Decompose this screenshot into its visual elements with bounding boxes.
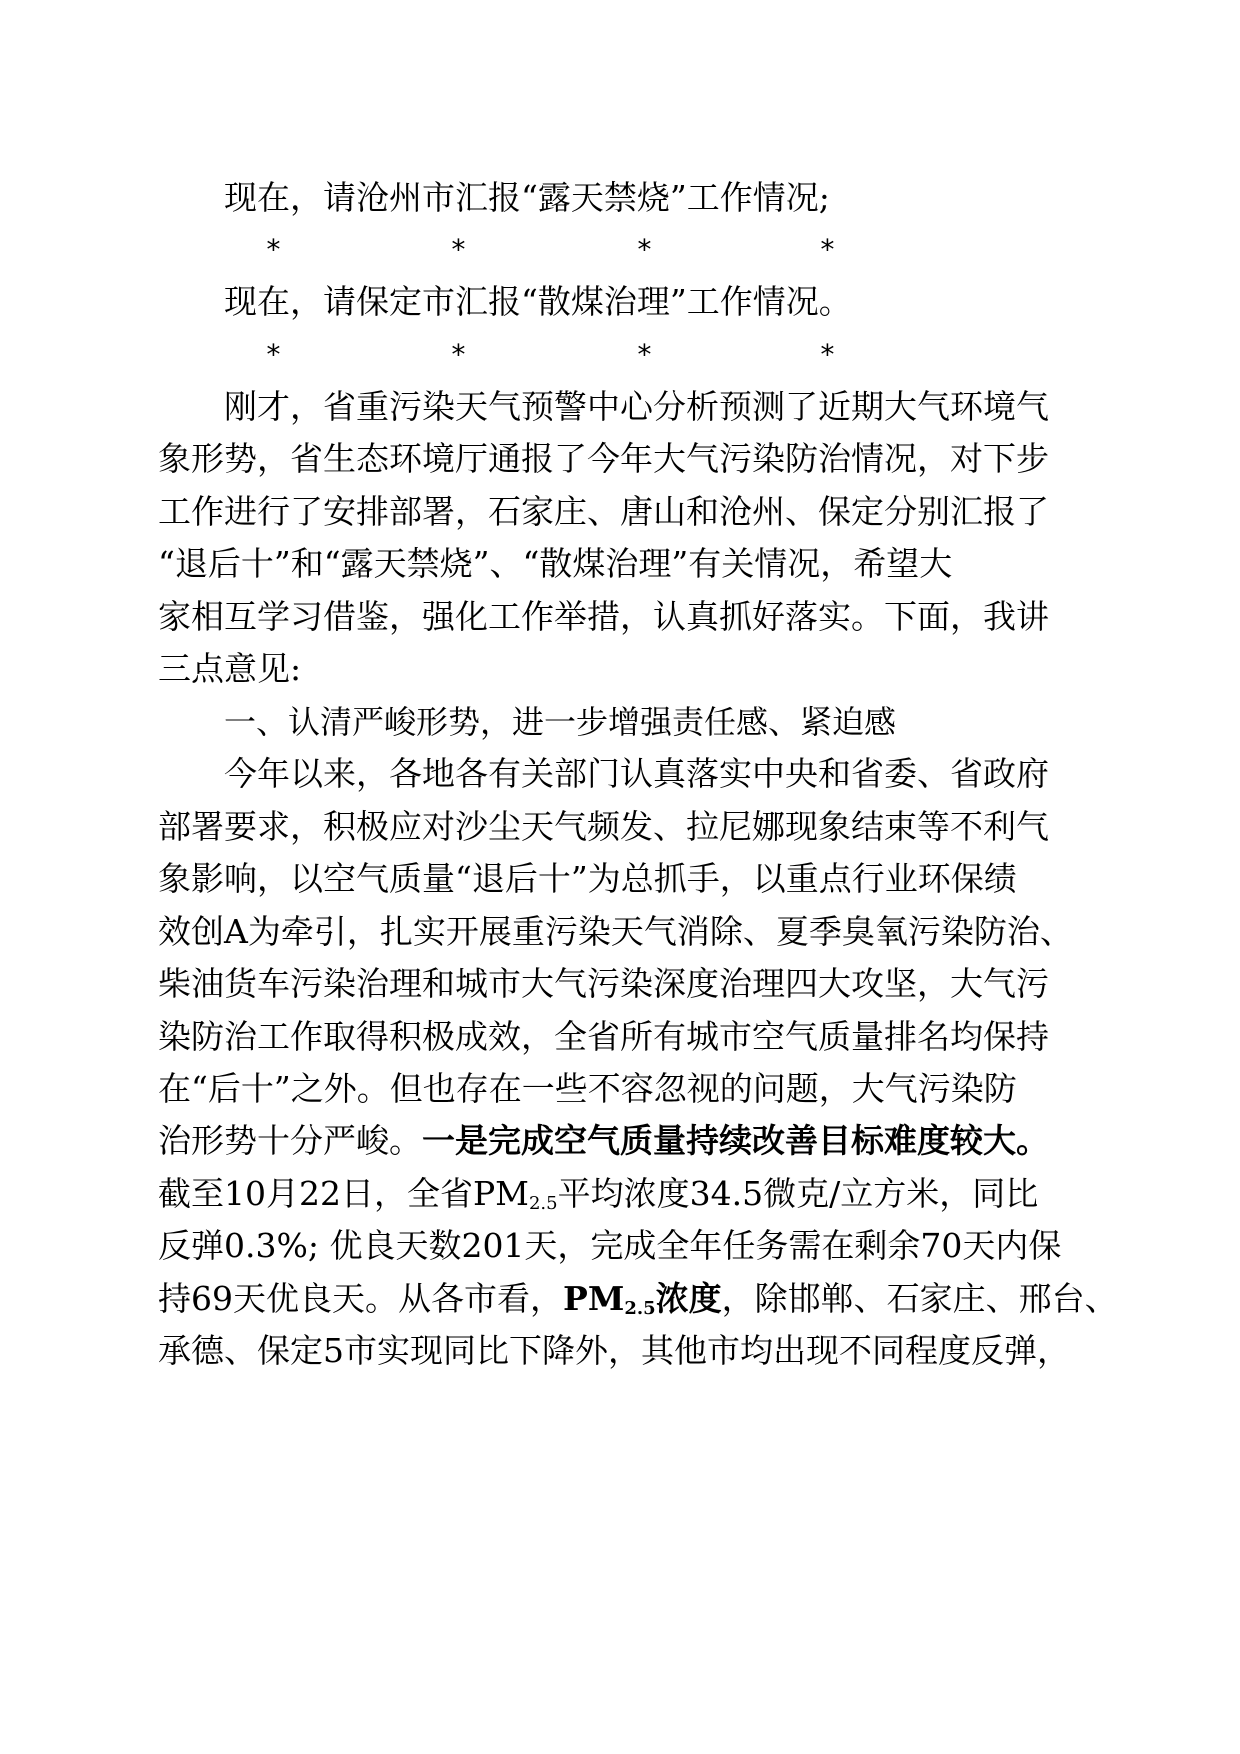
body-paragraph-line: 反弹0.3%; 优良天数201天，完成全年任务需在剩余70天内保 xyxy=(158,1226,1062,1265)
separator-star: * xyxy=(265,338,282,371)
plain-text: 持69天优良天。从各市看， xyxy=(158,1279,563,1318)
separator-row xyxy=(0,230,1240,270)
separator-star: * xyxy=(636,338,653,371)
pm-subscript: 2.5 xyxy=(624,1298,656,1319)
body-paragraph-line: 在“后十”之外。但也存在一些不容忽视的问题，大气污染防 xyxy=(158,1069,1017,1108)
body-paragraph-line xyxy=(158,1174,1038,1214)
separator-star: * xyxy=(636,233,653,266)
intro-paragraph-line: 象形势，省生态环境厅通报了今年大气污染防治情况，对下步 xyxy=(158,439,1049,478)
intro-paragraph-line: 家相互学习借鉴，强化工作举措，认真抓好落实。下面，我讲 xyxy=(158,597,1049,636)
separator-star: * xyxy=(265,233,282,266)
separator-row xyxy=(0,335,1240,375)
intro-paragraph-line: 三点意见: xyxy=(158,649,302,688)
pm-subscript: 2.5 xyxy=(528,1193,558,1214)
body-paragraph-line: 象影响，以空气质量“退后十”为总抓手，以重点行业环保绩 xyxy=(158,859,1017,898)
body-paragraph-line: 承德、保定5市实现同比下降外，其他市均出现不同程度反弹， xyxy=(158,1331,1070,1370)
report-line-baoding: 现在，请保定市汇报“散煤治理”工作情况。 xyxy=(224,282,852,321)
body-paragraph-line xyxy=(158,1121,1049,1161)
intro-paragraph-line: 工作进行了安排部署，石家庄、唐山和沧州、保定分别汇报了 xyxy=(158,492,1049,531)
body-paragraph-line xyxy=(158,1279,1118,1319)
plain-text: ，除邯郸、石家庄、邢台、 xyxy=(721,1279,1118,1318)
bold-emphasis: 一是完成空气质量持续改善目标难度较大。 xyxy=(422,1121,1049,1160)
intro-paragraph-line: 刚才，省重污染天气预警中心分析预测了近期大气环境气 xyxy=(224,387,1049,426)
intro-paragraph-line: “退后十”和“露天禁烧”、“散煤治理”有关情况，希望大 xyxy=(158,544,953,583)
body-paragraph-line: 柴油货车污染治理和城市大气污染深度治理四大攻坚，大气污 xyxy=(158,964,1049,1003)
body-paragraph-line: 部署要求，积极应对沙尘天气频发、拉尼娜现象结束等不利气 xyxy=(158,807,1049,846)
separator-star: * xyxy=(450,338,467,371)
bold-emphasis: 浓度 xyxy=(655,1279,722,1318)
body-paragraph-line: 效创A为牵引，扎实开展重污染天气消除、夏季臭氧污染防治、 xyxy=(158,912,1073,951)
separator-star: * xyxy=(819,338,836,371)
separator-star: * xyxy=(819,233,836,266)
plain-text: 治形势十分严峻。 xyxy=(158,1121,422,1160)
report-line-cangzhou: 现在，请沧州市汇报“露天禁烧”工作情况; xyxy=(224,178,830,217)
separator-star: * xyxy=(450,233,467,266)
bold-emphasis: PM xyxy=(563,1279,625,1318)
plain-text: 平均浓度34.5微克/立方米，同比 xyxy=(557,1174,1039,1213)
section-heading: 一、认清严峻形势，进一步增强责任感、紧迫感 xyxy=(224,703,897,741)
plain-text: 截至10月22日，全省PM xyxy=(158,1174,529,1213)
body-paragraph-line: 染防治工作取得积极成效，全省所有城市空气质量排名均保持 xyxy=(158,1017,1049,1056)
body-paragraph-line: 今年以来，各地各有关部门认真落实中央和省委、省政府 xyxy=(224,754,1049,793)
